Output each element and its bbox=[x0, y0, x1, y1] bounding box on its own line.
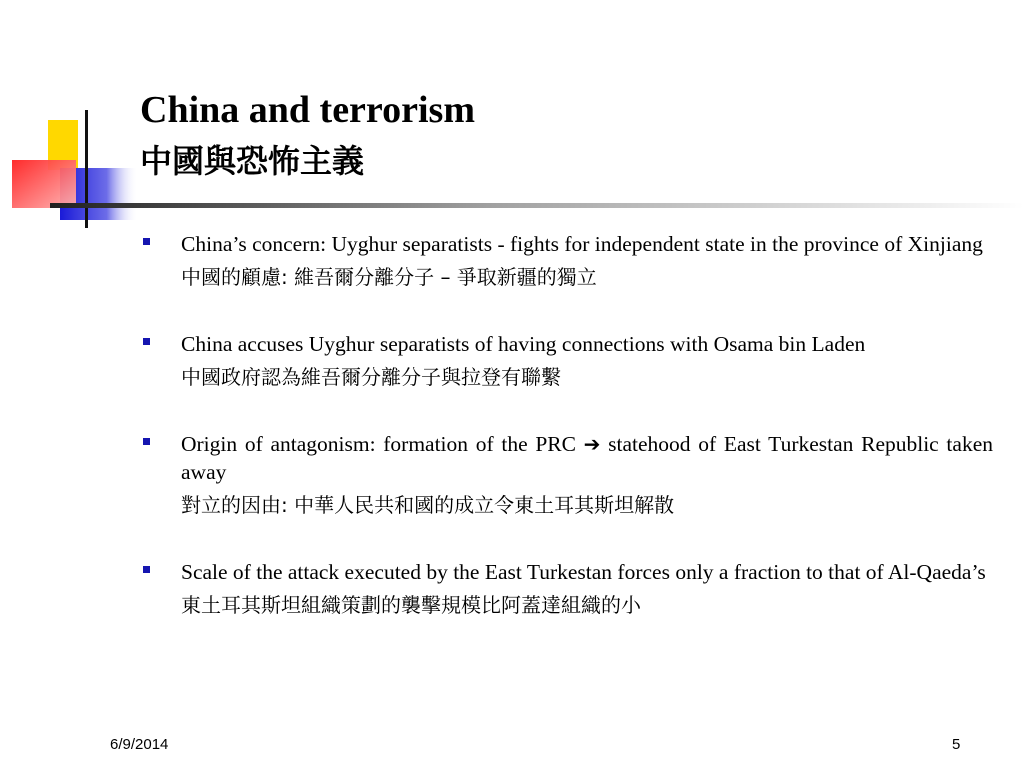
arrow-right-icon: ➔ bbox=[583, 432, 601, 456]
logo-vertical-line bbox=[85, 110, 88, 228]
page-number: 5 bbox=[952, 736, 961, 753]
bullet-text-english: China’s concern: Uyghur separatists - fights for independent state in the province of Xinjiang bbox=[181, 232, 983, 256]
bullet-text-english-before: Origin of antagonism: formation of the PRC bbox=[181, 432, 576, 456]
bullet-text-chinese: 中國政府認為維吾爾分離分子與拉登有聯繫 bbox=[181, 365, 561, 389]
slide-subtitle-chinese: 中國與恐怖主義 bbox=[140, 142, 365, 180]
bullet-square-icon bbox=[143, 566, 150, 573]
bullet-text-chinese: 對立的因由: 中華人民共和國的成立令東土耳其斯坦解散 bbox=[181, 493, 675, 517]
logo-red-square bbox=[12, 160, 76, 208]
title-underline-rule bbox=[50, 203, 1024, 208]
slide-title: China and terrorism bbox=[140, 89, 475, 131]
bullet-text-chinese: 東土耳其斯坦組織策劃的襲擊規模比阿蓋達組織的小 bbox=[181, 593, 641, 617]
bullet-text-english: Scale of the attack executed by the East Turkestan forces only a fraction to that of Al-Qaeda’s bbox=[181, 560, 986, 584]
bullet-list bbox=[141, 230, 993, 658]
bullet-square-icon bbox=[143, 238, 150, 245]
bullet-item-concern bbox=[141, 230, 993, 290]
bullet-text-english-after: statehood of East Turkestan Republic taken away bbox=[181, 432, 993, 484]
bullet-square-icon bbox=[143, 338, 150, 345]
bullet-item-origin bbox=[141, 430, 993, 518]
bullet-text-english bbox=[181, 430, 993, 486]
bullet-item-accusation bbox=[141, 330, 993, 390]
footer-date: 6/9/2014 bbox=[110, 736, 169, 753]
bullet-text-english: China accuses Uyghur separatists of having connections with Osama bin Laden bbox=[181, 332, 866, 356]
bullet-square-icon bbox=[143, 438, 150, 445]
bullet-item-scale bbox=[141, 558, 993, 618]
bullet-text-chinese: 中國的顧慮: 維吾爾分離分子 – 爭取新疆的獨立 bbox=[181, 265, 597, 289]
